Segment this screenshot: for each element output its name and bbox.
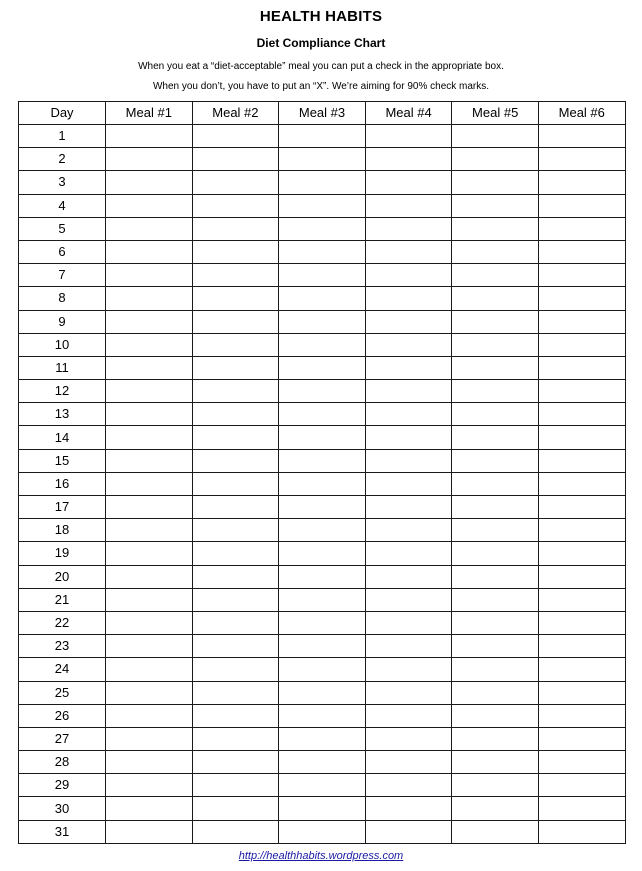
day-number: 14 <box>19 426 106 449</box>
table-row <box>19 287 626 310</box>
meal-1-cell[interactable] <box>106 472 193 495</box>
meal-5-cell[interactable] <box>452 125 539 148</box>
day-number: 25 <box>19 681 106 704</box>
meal-5-cell[interactable] <box>452 542 539 565</box>
meal-4-cell[interactable] <box>365 380 452 403</box>
meal-5-cell[interactable] <box>452 148 539 171</box>
meal-5-cell[interactable] <box>452 171 539 194</box>
meal-1-cell[interactable] <box>106 449 193 472</box>
table-row <box>19 426 626 449</box>
meal-4-cell[interactable] <box>365 565 452 588</box>
day-number: 15 <box>19 449 106 472</box>
meal-4-cell[interactable] <box>365 496 452 519</box>
meal-4-cell[interactable] <box>365 194 452 217</box>
meal-3-cell[interactable] <box>279 658 366 681</box>
meal-1-cell[interactable] <box>106 380 193 403</box>
meal-3-cell[interactable] <box>279 472 366 495</box>
meal-4-cell[interactable] <box>365 171 452 194</box>
day-number: 4 <box>19 194 106 217</box>
meal-2-cell[interactable] <box>192 681 279 704</box>
page-title: HEALTH HABITS <box>259 8 383 25</box>
table-row <box>19 171 626 194</box>
footer <box>0 850 642 862</box>
meal-6-cell[interactable] <box>538 310 625 333</box>
table-row <box>19 658 626 681</box>
day-number: 11 <box>19 356 106 379</box>
meal-5-cell[interactable] <box>452 426 539 449</box>
meal-5-cell[interactable] <box>452 356 539 379</box>
meal-6-cell[interactable] <box>538 565 625 588</box>
column-header-meal-5: Meal #5 <box>452 102 539 125</box>
meal-3-cell[interactable] <box>279 820 366 843</box>
meal-4-cell[interactable] <box>365 611 452 634</box>
meal-1-cell[interactable] <box>106 658 193 681</box>
meal-6-cell[interactable] <box>538 704 625 727</box>
meal-3-cell[interactable] <box>279 380 366 403</box>
table-row <box>19 681 626 704</box>
meal-3-cell[interactable] <box>279 588 366 611</box>
meal-4-cell[interactable] <box>365 751 452 774</box>
meal-3-cell[interactable] <box>279 333 366 356</box>
day-number: 24 <box>19 658 106 681</box>
meal-1-cell[interactable] <box>106 356 193 379</box>
meal-5-cell[interactable] <box>452 333 539 356</box>
meal-4-cell[interactable] <box>365 264 452 287</box>
meal-3-cell[interactable] <box>279 519 366 542</box>
meal-5-cell[interactable] <box>452 403 539 426</box>
meal-5-cell[interactable] <box>452 704 539 727</box>
meal-4-cell[interactable] <box>365 635 452 658</box>
meal-4-cell[interactable] <box>365 797 452 820</box>
meal-4-cell[interactable] <box>365 125 452 148</box>
meal-1-cell[interactable] <box>106 820 193 843</box>
meal-6-cell[interactable] <box>538 588 625 611</box>
day-number: 31 <box>19 820 106 843</box>
meal-4-cell[interactable] <box>365 820 452 843</box>
meal-6-cell[interactable] <box>538 820 625 843</box>
meal-3-cell[interactable] <box>279 611 366 634</box>
table-row <box>19 565 626 588</box>
day-number: 28 <box>19 751 106 774</box>
meal-6-cell[interactable] <box>538 287 625 310</box>
meal-4-cell[interactable] <box>365 310 452 333</box>
table-row <box>19 797 626 820</box>
meal-3-cell[interactable] <box>279 727 366 750</box>
meal-6-cell[interactable] <box>538 727 625 750</box>
meal-2-cell[interactable] <box>192 704 279 727</box>
meal-1-cell[interactable] <box>106 333 193 356</box>
meal-6-cell[interactable] <box>538 217 625 240</box>
meal-6-cell[interactable] <box>538 751 625 774</box>
table-row <box>19 611 626 634</box>
table-row <box>19 704 626 727</box>
meal-3-cell[interactable] <box>279 403 366 426</box>
meal-1-cell[interactable] <box>106 194 193 217</box>
meal-2-cell[interactable] <box>192 287 279 310</box>
meal-6-cell[interactable] <box>538 171 625 194</box>
meal-6-cell[interactable] <box>538 403 625 426</box>
meal-1-cell[interactable] <box>106 727 193 750</box>
day-number: 18 <box>19 519 106 542</box>
meal-5-cell[interactable] <box>452 751 539 774</box>
compliance-table <box>18 101 626 844</box>
meal-3-cell[interactable] <box>279 310 366 333</box>
meal-6-cell[interactable] <box>538 658 625 681</box>
meal-5-cell[interactable] <box>452 264 539 287</box>
day-number: 10 <box>19 333 106 356</box>
meal-3-cell[interactable] <box>279 681 366 704</box>
table-row <box>19 356 626 379</box>
day-number: 29 <box>19 774 106 797</box>
day-number: 19 <box>19 542 106 565</box>
meal-5-cell[interactable] <box>452 658 539 681</box>
table-row <box>19 217 626 240</box>
meal-5-cell[interactable] <box>452 727 539 750</box>
meal-6-cell[interactable] <box>538 125 625 148</box>
meal-6-cell[interactable] <box>538 333 625 356</box>
meal-6-cell[interactable] <box>538 148 625 171</box>
meal-1-cell[interactable] <box>106 264 193 287</box>
meal-6-cell[interactable] <box>538 194 625 217</box>
meal-6-cell[interactable] <box>538 426 625 449</box>
column-header-meal-1: Meal #1 <box>106 102 193 125</box>
meal-6-cell[interactable] <box>538 449 625 472</box>
meal-6-cell[interactable] <box>538 797 625 820</box>
day-number: 17 <box>19 496 106 519</box>
day-number: 2 <box>19 148 106 171</box>
meal-4-cell[interactable] <box>365 681 452 704</box>
table-row <box>19 264 626 287</box>
meal-2-cell[interactable] <box>192 333 279 356</box>
meal-4-cell[interactable] <box>365 542 452 565</box>
meal-5-cell[interactable] <box>452 472 539 495</box>
meal-4-cell[interactable] <box>365 240 452 263</box>
table-row <box>19 635 626 658</box>
day-number: 23 <box>19 635 106 658</box>
meal-2-cell[interactable] <box>192 727 279 750</box>
meal-4-cell[interactable] <box>365 658 452 681</box>
day-number: 9 <box>19 310 106 333</box>
day-number: 20 <box>19 565 106 588</box>
day-number: 30 <box>19 797 106 820</box>
meal-2-cell[interactable] <box>192 356 279 379</box>
meal-2-cell[interactable] <box>192 774 279 797</box>
meal-2-cell[interactable] <box>192 797 279 820</box>
table-row <box>19 125 626 148</box>
meal-5-cell[interactable] <box>452 194 539 217</box>
meal-6-cell[interactable] <box>538 774 625 797</box>
day-number: 22 <box>19 611 106 634</box>
day-number: 27 <box>19 727 106 750</box>
meal-2-cell[interactable] <box>192 403 279 426</box>
meal-2-cell[interactable] <box>192 194 279 217</box>
meal-3-cell[interactable] <box>279 148 366 171</box>
table-row <box>19 403 626 426</box>
table-row <box>19 496 626 519</box>
day-number: 8 <box>19 287 106 310</box>
meal-2-cell[interactable] <box>192 751 279 774</box>
meal-1-cell[interactable] <box>106 704 193 727</box>
meal-5-cell[interactable] <box>452 496 539 519</box>
meal-3-cell[interactable] <box>279 125 366 148</box>
meal-4-cell[interactable] <box>365 287 452 310</box>
meal-3-cell[interactable] <box>279 496 366 519</box>
meal-3-cell[interactable] <box>279 774 366 797</box>
meal-6-cell[interactable] <box>538 472 625 495</box>
meal-4-cell[interactable] <box>365 426 452 449</box>
day-number: 21 <box>19 588 106 611</box>
meal-1-cell[interactable] <box>106 287 193 310</box>
day-number: 12 <box>19 380 106 403</box>
chart-subtitle: Diet Compliance Chart <box>256 36 386 50</box>
table-row <box>19 333 626 356</box>
column-header-meal-3: Meal #3 <box>279 102 366 125</box>
meal-3-cell[interactable] <box>279 264 366 287</box>
meal-3-cell[interactable] <box>279 797 366 820</box>
meal-5-cell[interactable] <box>452 820 539 843</box>
meal-5-cell[interactable] <box>452 217 539 240</box>
footer-link[interactable]: http://healthhabits.wordpress.com <box>238 850 404 862</box>
meal-1-cell[interactable] <box>106 125 193 148</box>
meal-1-cell[interactable] <box>106 774 193 797</box>
meal-2-cell[interactable] <box>192 611 279 634</box>
meal-4-cell[interactable] <box>365 148 452 171</box>
meal-3-cell[interactable] <box>279 565 366 588</box>
meal-2-cell[interactable] <box>192 264 279 287</box>
meal-4-cell[interactable] <box>365 519 452 542</box>
meal-1-cell[interactable] <box>106 426 193 449</box>
meal-6-cell[interactable] <box>538 264 625 287</box>
table-row <box>19 542 626 565</box>
meal-3-cell[interactable] <box>279 356 366 379</box>
meal-2-cell[interactable] <box>192 125 279 148</box>
meal-2-cell[interactable] <box>192 542 279 565</box>
meal-2-cell[interactable] <box>192 658 279 681</box>
table-row <box>19 380 626 403</box>
table-row <box>19 148 626 171</box>
meal-4-cell[interactable] <box>365 356 452 379</box>
meal-5-cell[interactable] <box>452 240 539 263</box>
table-row <box>19 240 626 263</box>
meal-2-cell[interactable] <box>192 519 279 542</box>
meal-5-cell[interactable] <box>452 611 539 634</box>
meal-5-cell[interactable] <box>452 380 539 403</box>
meal-6-cell[interactable] <box>538 519 625 542</box>
meal-2-cell[interactable] <box>192 171 279 194</box>
meal-3-cell[interactable] <box>279 217 366 240</box>
meal-2-cell[interactable] <box>192 472 279 495</box>
meal-4-cell[interactable] <box>365 217 452 240</box>
meal-4-cell[interactable] <box>365 403 452 426</box>
meal-1-cell[interactable] <box>106 565 193 588</box>
meal-5-cell[interactable] <box>452 588 539 611</box>
meal-2-cell[interactable] <box>192 820 279 843</box>
table-row <box>19 194 626 217</box>
column-header-meal-4: Meal #4 <box>365 102 452 125</box>
meal-1-cell[interactable] <box>106 403 193 426</box>
meal-1-cell[interactable] <box>106 519 193 542</box>
meal-3-cell[interactable] <box>279 635 366 658</box>
meal-3-cell[interactable] <box>279 449 366 472</box>
meal-1-cell[interactable] <box>106 310 193 333</box>
meal-2-cell[interactable] <box>192 310 279 333</box>
meal-4-cell[interactable] <box>365 588 452 611</box>
meal-1-cell[interactable] <box>106 635 193 658</box>
meal-1-cell[interactable] <box>106 542 193 565</box>
meal-1-cell[interactable] <box>106 217 193 240</box>
meal-2-cell[interactable] <box>192 426 279 449</box>
meal-1-cell[interactable] <box>106 171 193 194</box>
meal-2-cell[interactable] <box>192 148 279 171</box>
meal-1-cell[interactable] <box>106 148 193 171</box>
meal-1-cell[interactable] <box>106 681 193 704</box>
table-row <box>19 588 626 611</box>
meal-2-cell[interactable] <box>192 565 279 588</box>
meal-3-cell[interactable] <box>279 542 366 565</box>
meal-6-cell[interactable] <box>538 542 625 565</box>
meal-5-cell[interactable] <box>452 310 539 333</box>
meal-4-cell[interactable] <box>365 472 452 495</box>
table-row <box>19 727 626 750</box>
meal-5-cell[interactable] <box>452 519 539 542</box>
column-header-meal-2: Meal #2 <box>192 102 279 125</box>
meal-5-cell[interactable] <box>452 635 539 658</box>
meal-1-cell[interactable] <box>106 797 193 820</box>
day-number: 3 <box>19 171 106 194</box>
instruction-line-2: When you don’t, you have to put an “X”. We’re aiming for 90% check marks. <box>152 81 490 92</box>
meal-3-cell[interactable] <box>279 751 366 774</box>
meal-3-cell[interactable] <box>279 194 366 217</box>
day-number: 13 <box>19 403 106 426</box>
meal-6-cell[interactable] <box>538 356 625 379</box>
instruction-line-1: When you eat a “diet-acceptable” meal you can put a check in the appropriate box. <box>138 61 504 72</box>
day-number: 7 <box>19 264 106 287</box>
meal-3-cell[interactable] <box>279 287 366 310</box>
meal-1-cell[interactable] <box>106 240 193 263</box>
meal-4-cell[interactable] <box>365 704 452 727</box>
meal-4-cell[interactable] <box>365 774 452 797</box>
table-row <box>19 472 626 495</box>
table-row <box>19 519 626 542</box>
meal-2-cell[interactable] <box>192 635 279 658</box>
meal-2-cell[interactable] <box>192 588 279 611</box>
day-number: 6 <box>19 240 106 263</box>
meal-1-cell[interactable] <box>106 611 193 634</box>
day-number: 1 <box>19 125 106 148</box>
table-row <box>19 774 626 797</box>
table-row <box>19 820 626 843</box>
meal-2-cell[interactable] <box>192 496 279 519</box>
meal-6-cell[interactable] <box>538 380 625 403</box>
header-row <box>19 102 626 125</box>
table-row <box>19 310 626 333</box>
meal-5-cell[interactable] <box>452 681 539 704</box>
table-row <box>19 751 626 774</box>
meal-4-cell[interactable] <box>365 727 452 750</box>
meal-1-cell[interactable] <box>106 751 193 774</box>
day-number: 5 <box>19 217 106 240</box>
meal-6-cell[interactable] <box>538 681 625 704</box>
meal-6-cell[interactable] <box>538 635 625 658</box>
meal-2-cell[interactable] <box>192 217 279 240</box>
meal-5-cell[interactable] <box>452 565 539 588</box>
meal-4-cell[interactable] <box>365 333 452 356</box>
meal-3-cell[interactable] <box>279 171 366 194</box>
table-body <box>19 125 626 844</box>
meal-2-cell[interactable] <box>192 380 279 403</box>
day-number: 26 <box>19 704 106 727</box>
meal-6-cell[interactable] <box>538 496 625 519</box>
meal-5-cell[interactable] <box>452 797 539 820</box>
meal-3-cell[interactable] <box>279 704 366 727</box>
meal-6-cell[interactable] <box>538 611 625 634</box>
day-number: 16 <box>19 472 106 495</box>
meal-3-cell[interactable] <box>279 426 366 449</box>
column-header-day: Day <box>19 102 106 125</box>
meal-2-cell[interactable] <box>192 240 279 263</box>
meal-2-cell[interactable] <box>192 449 279 472</box>
meal-1-cell[interactable] <box>106 588 193 611</box>
meal-1-cell[interactable] <box>106 496 193 519</box>
meal-5-cell[interactable] <box>452 287 539 310</box>
meal-5-cell[interactable] <box>452 774 539 797</box>
meal-6-cell[interactable] <box>538 240 625 263</box>
table-row <box>19 449 626 472</box>
meal-3-cell[interactable] <box>279 240 366 263</box>
meal-4-cell[interactable] <box>365 449 452 472</box>
meal-5-cell[interactable] <box>452 449 539 472</box>
column-header-meal-6: Meal #6 <box>538 102 625 125</box>
